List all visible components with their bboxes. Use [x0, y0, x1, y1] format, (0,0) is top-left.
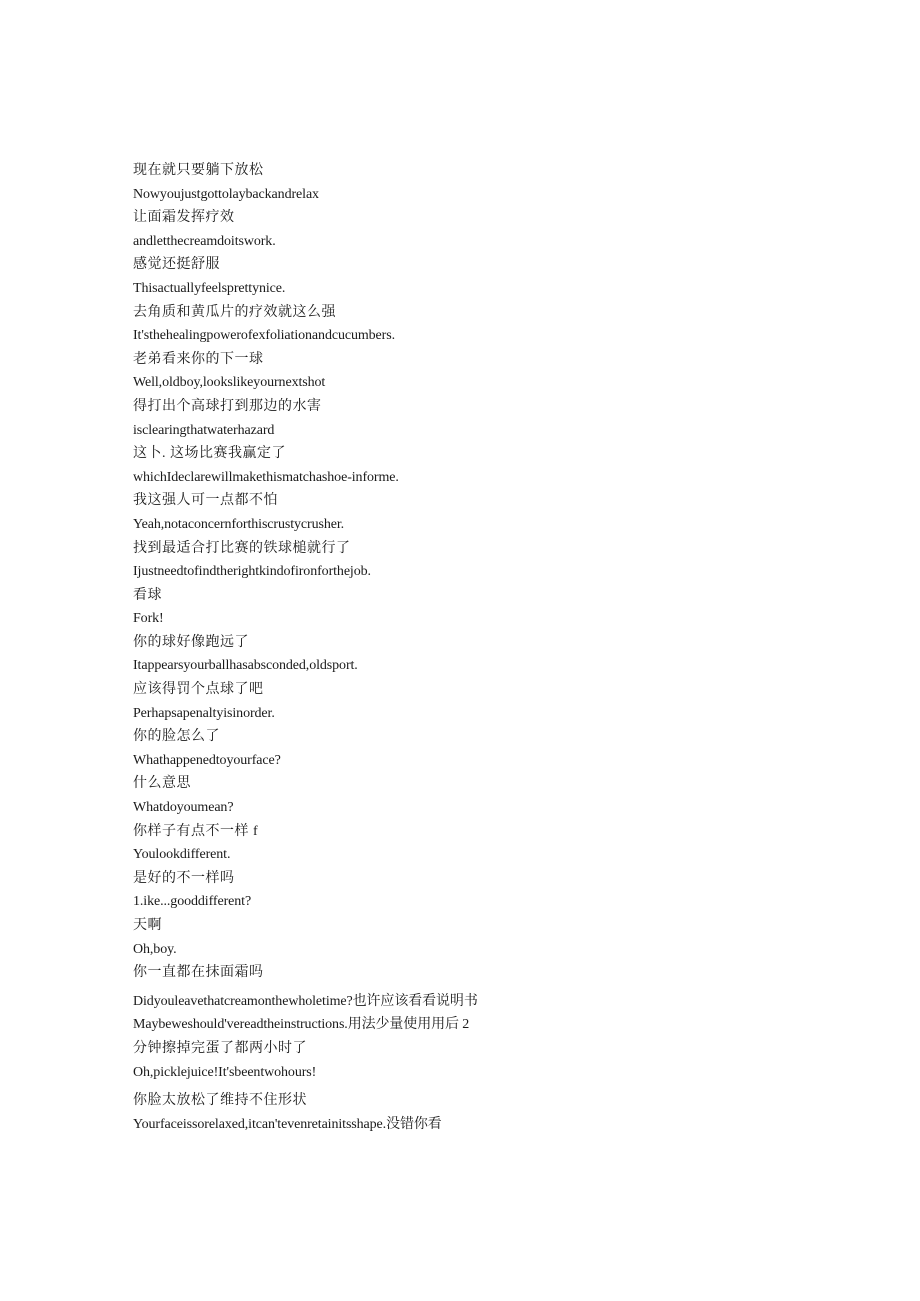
text-line: Fork!	[133, 611, 164, 627]
text-line: Itappearsyourballhasabsconded,oldsport.	[133, 658, 358, 674]
text-line: 这卜. 这场比赛我赢定了	[133, 446, 286, 462]
text-line: 老弟看来你的下一球	[133, 351, 264, 367]
text-line: 什么意思	[133, 776, 191, 792]
text-line: 感觉还挺舒服	[133, 257, 220, 273]
text-line: 你样子有点不一样 f	[133, 823, 259, 839]
text-line: Maybeweshould'vereadtheinstructions.用法少量使用用后 2	[133, 1017, 470, 1033]
text-line: andletthecreamdoitswork.	[133, 233, 276, 249]
subtitle-transcript	[133, 159, 853, 1136]
text-line: isclearingthatwaterhazard	[133, 422, 275, 438]
text-line: 1.ike...gooddifferent?	[133, 894, 252, 910]
text-line: 天啊	[133, 918, 162, 933]
text-line: Didyouleavethatcreamonthewholetime?也许应该看看说明书	[133, 993, 478, 1009]
text-line: Youlookdifferent.	[133, 847, 231, 863]
text-line: 是好的不一样吗	[133, 870, 235, 886]
text-line: It'sthehealingpowerofexfoliationandcucumbers.	[133, 328, 395, 344]
text-line: 你脸太放松了维持不住形状	[133, 1093, 307, 1109]
text-line: Yourfaceissorelaxed,itcan'tevenretainitsshape.没错你看	[133, 1116, 442, 1132]
text-line: Perhapsapenaltyisinorder.	[133, 705, 275, 721]
text-line: Whatdoyoumean?	[133, 800, 234, 816]
text-line: Whathappenedtoyourface?	[133, 752, 281, 768]
text-line: Yeah,notaconcernforthiscrustycrusher.	[133, 516, 345, 532]
text-line: Oh,boy.	[133, 941, 177, 957]
text-line: 你的脸怎么了	[133, 729, 220, 745]
text-line: 去角质和黄瓜片的疗效就这么强	[133, 304, 336, 320]
text-line: 分钟擦掉完蛋了都两小时了	[133, 1040, 307, 1056]
text-line: 应该得罚个点球了吧	[133, 682, 264, 698]
text-line: 现在就只要躺下放松	[133, 163, 264, 178]
text-line: 你一直都在抹面霜吗	[133, 965, 264, 981]
text-line: Thisactuallyfeelsprettynice.	[133, 280, 286, 296]
text-line: 找到最适合打比赛的铁球槌就行了	[133, 540, 351, 556]
text-line: Ijustneedtofindtherightkindofironforthejob.	[133, 564, 371, 580]
text-line: Oh,picklejuice!It'sbeentwohours!	[133, 1064, 317, 1080]
text-line: 让面霜发挥疗效	[133, 210, 235, 226]
text-line: Well,oldboy,lookslikeyournextshot	[133, 375, 326, 391]
text-line: whichIdeclarewillmakethismatchashoe-informe.	[133, 469, 399, 485]
text-line: 你的球好像跑远了	[133, 634, 249, 650]
text-line: 看球	[133, 587, 162, 603]
text-line: 得打出个高球打到那边的水害	[133, 398, 322, 414]
text-line: Nowyoujustgottolaybackandrelax	[133, 186, 319, 202]
text-line: 我这强人可一点都不怕	[133, 493, 278, 509]
